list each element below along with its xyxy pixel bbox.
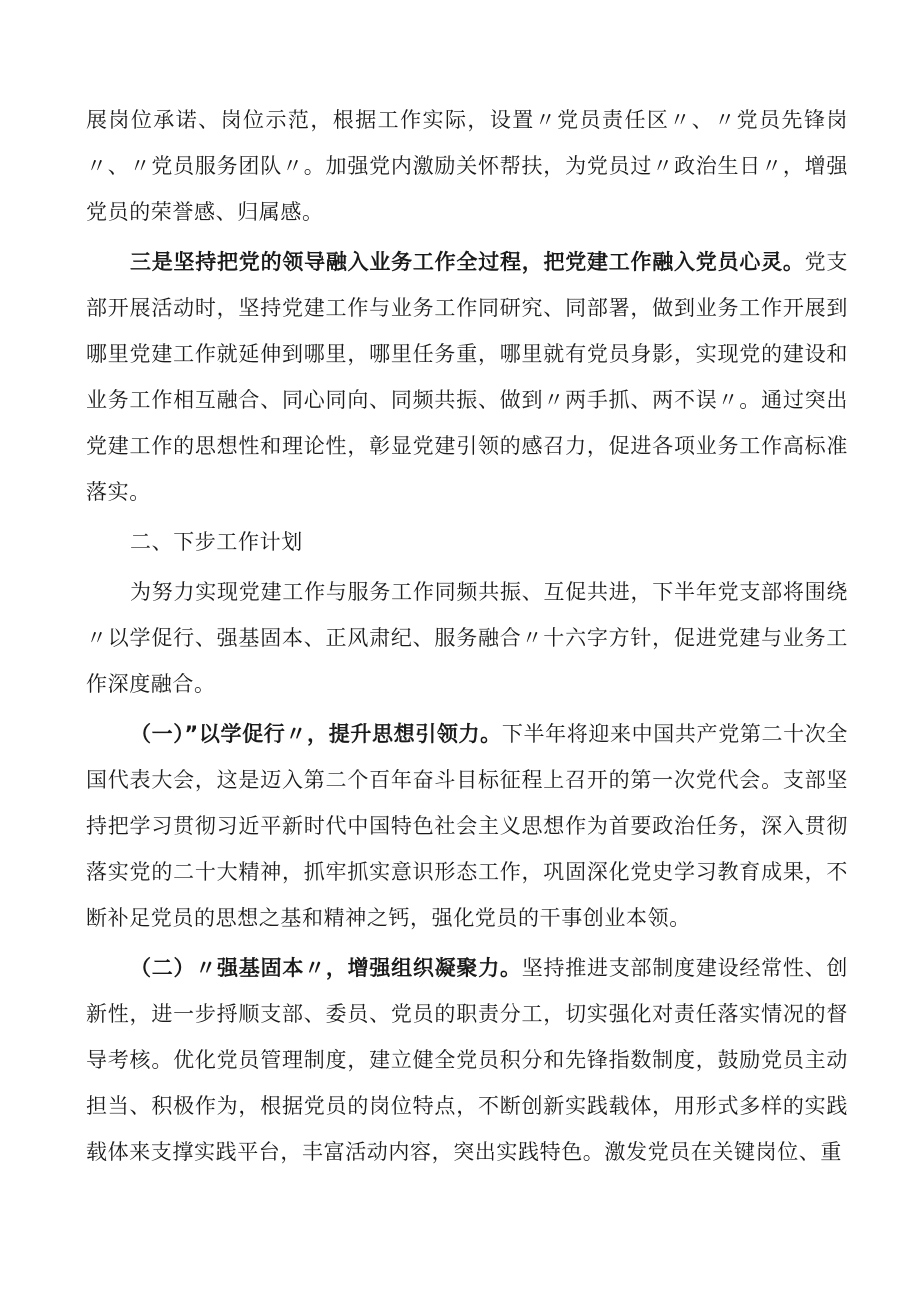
paragraph-plan-item-two	[86, 945, 848, 1175]
paragraph-text: 坚持推进支部制度建设经常性、创新性，进一步捋顺支部、委员、党员的职责分工，切实强化对责任落实情况的督导考核。优化党员管理制度，建立健全党员积分和先锋指数制度，鼓励党员主动担当、积极作为，根据党员的岗位特点，不断创新实践载体，用形式多样的实践载体来支撑实践平台，丰富活动内容，突出实践特色。激发党员在关键岗位、重	[86, 956, 848, 1164]
section-heading-next-plan	[86, 519, 848, 565]
paragraph-lead-bold: （一）”以学促行〃，提升思想引领力。	[130, 722, 502, 746]
paragraph-text: 党支部开展活动时，坚持党建工作与业务工作同研究、同部署，做到业务工作开展到哪里党建工作就延伸到哪里，哪里任务重，哪里就有党员身影，实现党的建设和业务工作相互融合、同心同向、同频共振、做到〃两手抓、两不误〃。通过突出党建工作的思想性和理论性，彰显党建引领的感召力，促进各项业务工作高标准落实。	[86, 250, 848, 504]
section-heading-text: 二、下步工作计划	[130, 530, 303, 554]
paragraph-text: 下半年将迎来中国共产党第二十次全国代表大会，这是迈入第二个百年奋斗目标征程上召开的第一次党代会。支部坚持把学习贯彻习近平新时代中国特色社会主义思想作为首要政治任务，深入贯彻落实党的二十大精神，抓牢抓实意识形态工作，巩固深化党史学习教育成果，不断补足党员的思想之基和精神之钙，强化党员的干事创业本领。	[86, 722, 848, 930]
paragraph-text: 展岗位承诺、岗位示范，根据工作实际，设置〃党员责任区〃、〃党员先锋岗〃、〃党员服务团队〃。加强党内激励关怀帮扶，为党员过〃政治生日〃，增强党员的荣誉感、归属感。	[86, 108, 848, 224]
paragraph-lead-bold: （二）〃强基固本〃，增强组织凝聚力。	[130, 956, 522, 980]
paragraph-text: 为努力实现党建工作与服务工作同频共振、互促共进，下半年党支部将围绕〃以学促行、强基固本、正风肃纪、服务融合〃十六字方针，促进党建与业务工作深度融合。	[86, 580, 848, 696]
paragraph-continuation	[86, 97, 848, 235]
paragraph-plan-item-one	[86, 711, 848, 941]
paragraph-lead-bold: 三是坚持把党的领导融入业务工作全过程，把党建工作融入党员心灵。	[130, 250, 805, 274]
paragraph-point-three	[86, 239, 848, 515]
paragraph-intro-plan	[86, 569, 848, 707]
